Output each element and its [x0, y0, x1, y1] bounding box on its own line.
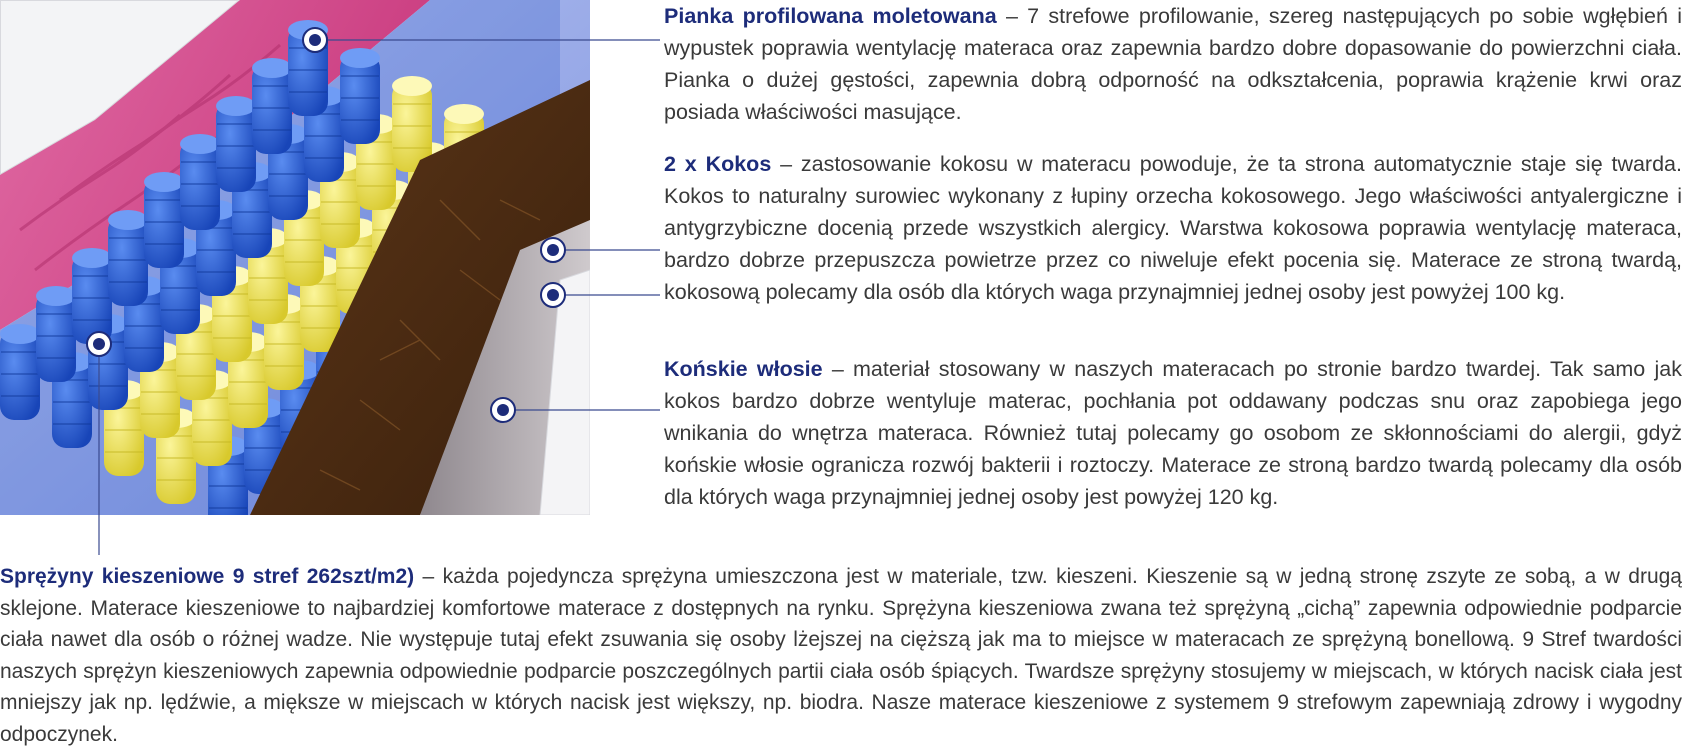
spring-blue	[180, 134, 220, 230]
section-title: Końskie włosie	[664, 357, 823, 381]
section-text: – każda pojedyncza sprężyna umieszczona jest w materiale, tzw. kieszeni. Kieszenie są w jedną stronę zszyte ze sobą, a w drugą sklejone. Materace kieszeniowe to najbardziej komfortowe materace z dostępnych na rynku. Sprężyna kieszeniowa zwana też sprężyną „cichą” zapewnia odpowiednie podparcie ciała nawet dla osób o różnej wadze. Nie występuje tutaj efekt zsuwania się osoby lżejszej na cięższą jak ma to miejsce w materacach ze sprężyną bonellową. 9 Stref twardości naszych sprężyn kieszeniowych zapewnia odpowiednie podparcie poszczególnych partii ciała osób śpiących. Twardsze sprężyny stosujemy w miejscach, w których nacisk ciała jest mniejszy jak np. lędźwie, a miększe w miejscach w których nacisk jest większy, np. biodra. Nasze materace kieszeniowe z systemem 9 strefowym zapewniają zdrowy i wygodny odpoczynek.	[0, 565, 1682, 746]
section-title: Sprężyny kieszeniowe 9 stref 262szt/m2)	[0, 565, 415, 588]
section-kokos	[664, 148, 1682, 308]
section-text: – zastosowanie kokosu w materacu powoduje, że ta strona automatycznie staje się twarda. Kokos to naturalny surowiec wykonany z łupiny orzecha kokosowego. Jego właściwości antyalergiczne i antygrzybiczne docenią przede wszystkich alergicy. Warstwa kokosowa poprawia wentylację materaca, bardzo dobrze przepuszcza powietrze przez co niweluje efekt pocenia się. Materace ze stroną twardą, kokosową polecamy dla osób dla których waga przynajmniej jednej osoby jest powyżej 100 kg.	[664, 152, 1682, 304]
section-konskie	[664, 353, 1682, 513]
section-title: Pianka profilowana moletowana	[664, 4, 997, 28]
spring-blue	[216, 96, 256, 192]
section-sprezyny	[0, 561, 1682, 750]
spring-blue	[0, 324, 40, 420]
spring-blue	[252, 58, 292, 154]
section-pianka	[664, 0, 1682, 128]
spring-blue	[36, 286, 76, 382]
spring-blue	[108, 210, 148, 306]
section-title: 2 x Kokos	[664, 152, 772, 176]
spring-blue	[144, 172, 184, 268]
section-text: – materiał stosowany w naszych materacach po stronie bardzo twardej. Tak samo jak kokos bardzo dobrze wentyluje materac, pochłania pot oddawany podczas snu oraz zapobiega jego wnikania do wnętrza materaca. Również tutaj polecamy go osobom ze skłonnościami do alergii, gdyż końskie włosie ogranicza rozwój bakterii i roztoczy. Materace ze stroną bardzo twardą polecamy dla osób dla których waga przynajmniej jednej osoby jest powyżej 120 kg.	[664, 357, 1682, 509]
section-text: – 7 strefowe profilowanie, szereg następujących po sobie wgłębień i wypustek poprawia wentylację materaca oraz zapewnia bardzo dobre dopasowanie do powierzchni ciała. Pianka o dużej gęstości, zapewnia dobrą odporność na odkształcenia, poprawia krążenie krwi oraz posiada właściwości masujące.	[664, 4, 1682, 124]
spring-blue	[288, 20, 328, 116]
spring-blue	[340, 48, 380, 144]
mattress-cross-section-icon	[0, 0, 590, 515]
spring-blue	[72, 248, 112, 344]
